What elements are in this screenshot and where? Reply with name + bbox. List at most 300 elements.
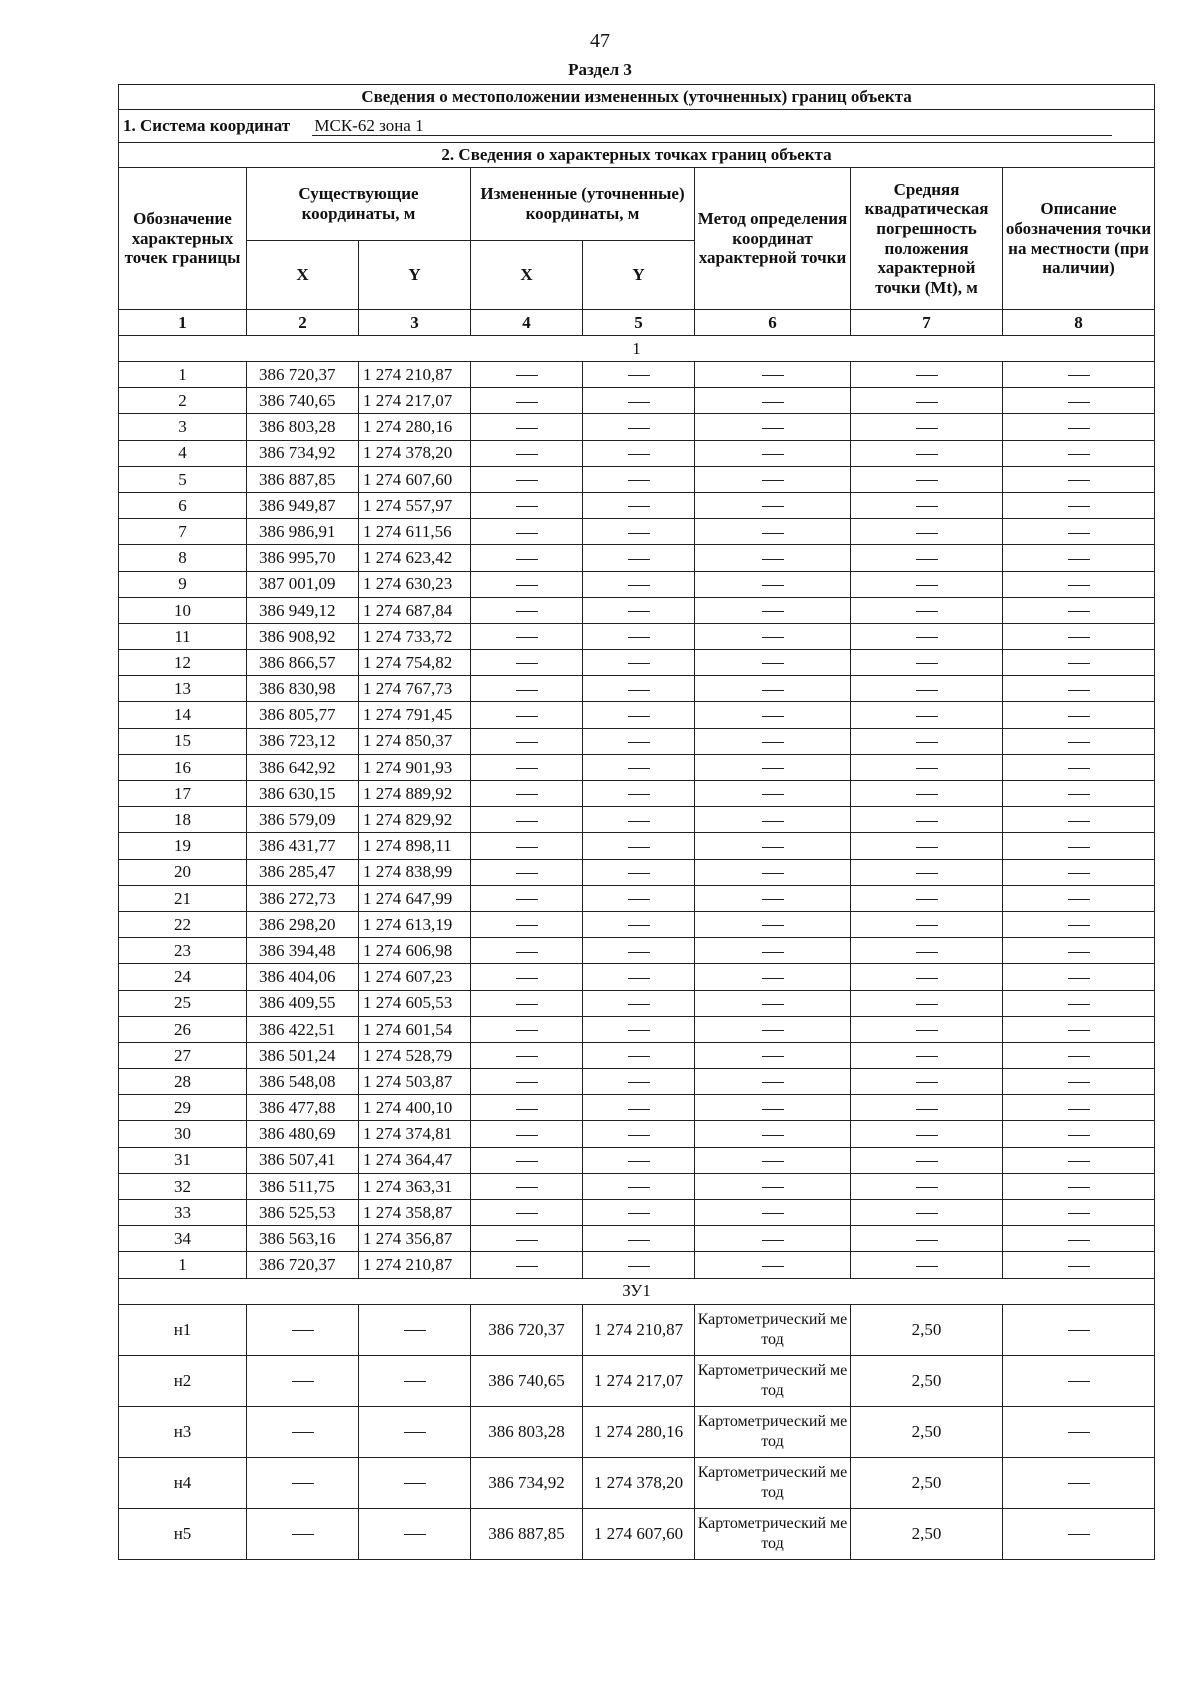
method-empty	[695, 466, 851, 492]
dash-mark	[762, 428, 784, 429]
dash-mark	[762, 506, 784, 507]
table-row	[119, 597, 1155, 623]
changed-y-value: 1 274 217,07	[583, 1355, 695, 1406]
dash-mark	[916, 1030, 938, 1031]
table-row	[119, 807, 1155, 833]
dash-mark	[916, 1004, 938, 1005]
method-value: Картометрический метод	[695, 1304, 851, 1355]
description-empty	[1003, 545, 1155, 571]
dash-mark	[516, 559, 538, 560]
point-designation: 25	[119, 990, 247, 1016]
point-designation: 10	[119, 597, 247, 623]
dash-mark	[762, 978, 784, 979]
changed-y-empty	[583, 964, 695, 990]
table-row	[119, 702, 1155, 728]
method-empty	[695, 1095, 851, 1121]
point-designation: 6	[119, 492, 247, 518]
table-subtitle: 2. Сведения о характерных точках границ объекта	[119, 143, 1155, 168]
dash-mark	[404, 1381, 426, 1382]
dash-mark	[1068, 1004, 1090, 1005]
dash-mark	[628, 1161, 650, 1162]
table-row	[119, 650, 1155, 676]
changed-x-empty	[471, 519, 583, 545]
dash-mark	[916, 663, 938, 664]
changed-x-empty	[471, 833, 583, 859]
dash-mark	[916, 585, 938, 586]
existing-x-empty	[247, 1508, 359, 1559]
dash-mark	[628, 768, 650, 769]
accuracy-empty	[851, 362, 1003, 388]
table-row	[119, 1042, 1155, 1068]
dash-mark	[916, 402, 938, 403]
dash-mark	[916, 1161, 938, 1162]
dash-mark	[762, 1056, 784, 1057]
dash-mark	[762, 611, 784, 612]
existing-x-value: 386 805,77	[247, 702, 359, 728]
changed-x-empty	[471, 938, 583, 964]
changed-y-empty	[583, 911, 695, 937]
accuracy-empty	[851, 859, 1003, 885]
dash-mark	[1068, 690, 1090, 691]
changed-x-empty	[471, 1147, 583, 1173]
dash-mark	[1068, 1030, 1090, 1031]
description-empty	[1003, 1200, 1155, 1226]
point-designation: н4	[119, 1457, 247, 1508]
existing-x-value: 386 298,20	[247, 911, 359, 937]
changed-x-empty	[471, 388, 583, 414]
dash-mark	[916, 925, 938, 926]
dash-mark	[1068, 1432, 1090, 1433]
existing-x-value: 386 720,37	[247, 1252, 359, 1278]
point-designation: 28	[119, 1069, 247, 1095]
dash-mark	[628, 742, 650, 743]
dash-mark	[1068, 375, 1090, 376]
existing-x-empty	[247, 1457, 359, 1508]
dash-mark	[516, 768, 538, 769]
point-designation: 12	[119, 650, 247, 676]
dash-mark	[516, 1030, 538, 1031]
changed-x-empty	[471, 1121, 583, 1147]
table-row	[119, 1457, 1155, 1508]
existing-y-value: 1 274 400,10	[359, 1095, 471, 1121]
existing-x-value: 386 995,70	[247, 545, 359, 571]
dash-mark	[516, 952, 538, 953]
description-empty	[1003, 1095, 1155, 1121]
dash-mark	[628, 1056, 650, 1057]
dash-mark	[916, 533, 938, 534]
description-empty	[1003, 597, 1155, 623]
dash-mark	[762, 1004, 784, 1005]
changed-y-empty	[583, 859, 695, 885]
method-empty	[695, 519, 851, 545]
dash-mark	[516, 1266, 538, 1267]
point-designation: 24	[119, 964, 247, 990]
method-empty	[695, 1121, 851, 1147]
changed-y-value: 1 274 607,60	[583, 1508, 695, 1559]
changed-y-empty	[583, 990, 695, 1016]
existing-x-empty	[247, 1406, 359, 1457]
dash-mark	[916, 375, 938, 376]
changed-x-value: 386 720,37	[471, 1304, 583, 1355]
dash-mark	[916, 1266, 938, 1267]
column-number: 1	[119, 310, 247, 336]
method-empty	[695, 597, 851, 623]
changed-x-empty	[471, 1200, 583, 1226]
table-row	[119, 885, 1155, 911]
point-designation: 33	[119, 1200, 247, 1226]
existing-y-value: 1 274 889,92	[359, 781, 471, 807]
dash-mark	[916, 952, 938, 953]
dash-mark	[762, 742, 784, 743]
point-designation: 21	[119, 885, 247, 911]
dash-mark	[1068, 1266, 1090, 1267]
description-empty	[1003, 492, 1155, 518]
accuracy-empty	[851, 938, 1003, 964]
method-empty	[695, 885, 851, 911]
point-designation: 20	[119, 859, 247, 885]
dash-mark	[916, 794, 938, 795]
accuracy-empty	[851, 492, 1003, 518]
header-designation: Обозначение характерных точек границы	[119, 168, 247, 310]
dash-mark	[916, 821, 938, 822]
changed-x-empty	[471, 492, 583, 518]
existing-x-value: 386 734,92	[247, 440, 359, 466]
accuracy-empty	[851, 885, 1003, 911]
dash-mark	[628, 454, 650, 455]
existing-x-value: 386 986,91	[247, 519, 359, 545]
existing-x-value: 386 477,88	[247, 1095, 359, 1121]
point-designation: 5	[119, 466, 247, 492]
description-empty	[1003, 623, 1155, 649]
table-row	[119, 833, 1155, 859]
dash-mark	[628, 1109, 650, 1110]
dash-mark	[516, 925, 538, 926]
table-row	[119, 1406, 1155, 1457]
dash-mark	[762, 716, 784, 717]
method-empty	[695, 650, 851, 676]
dash-mark	[1068, 1082, 1090, 1083]
point-designation: 7	[119, 519, 247, 545]
existing-y-empty	[359, 1355, 471, 1406]
dash-mark	[916, 899, 938, 900]
dash-mark	[516, 480, 538, 481]
dash-mark	[1068, 952, 1090, 953]
accuracy-empty	[851, 571, 1003, 597]
dash-mark	[292, 1534, 314, 1535]
existing-y-value: 1 274 838,99	[359, 859, 471, 885]
accuracy-empty	[851, 702, 1003, 728]
dash-mark	[762, 1030, 784, 1031]
description-empty	[1003, 1304, 1155, 1355]
existing-y-value: 1 274 217,07	[359, 388, 471, 414]
changed-y-empty	[583, 885, 695, 911]
dash-mark	[516, 428, 538, 429]
point-designation: н5	[119, 1508, 247, 1559]
changed-y-empty	[583, 728, 695, 754]
dash-mark	[762, 1135, 784, 1136]
accuracy-empty	[851, 519, 1003, 545]
accuracy-empty	[851, 911, 1003, 937]
table-row	[119, 1508, 1155, 1559]
changed-x-empty	[471, 807, 583, 833]
dash-mark	[762, 1109, 784, 1110]
accuracy-empty	[851, 623, 1003, 649]
dash-mark	[516, 1213, 538, 1214]
changed-x-empty	[471, 885, 583, 911]
dash-mark	[628, 402, 650, 403]
method-empty	[695, 807, 851, 833]
point-designation: 4	[119, 440, 247, 466]
changed-x-empty	[471, 650, 583, 676]
changed-x-empty	[471, 1226, 583, 1252]
description-empty	[1003, 1406, 1155, 1457]
dash-mark	[1068, 1483, 1090, 1484]
dash-mark	[516, 506, 538, 507]
dash-mark	[1068, 1109, 1090, 1110]
section-title: Раздел 3	[568, 60, 632, 79]
accuracy-empty	[851, 990, 1003, 1016]
method-empty	[695, 676, 851, 702]
dash-mark	[762, 794, 784, 795]
changed-y-empty	[583, 1252, 695, 1278]
column-number: 4	[471, 310, 583, 336]
dash-mark	[762, 1082, 784, 1083]
table-row	[119, 728, 1155, 754]
method-empty	[695, 414, 851, 440]
dash-mark	[762, 821, 784, 822]
description-empty	[1003, 990, 1155, 1016]
table-row	[119, 466, 1155, 492]
dash-mark	[762, 1187, 784, 1188]
dash-mark	[1068, 873, 1090, 874]
dash-mark	[516, 402, 538, 403]
accuracy-empty	[851, 440, 1003, 466]
existing-x-value: 386 908,92	[247, 623, 359, 649]
existing-y-value: 1 274 358,87	[359, 1200, 471, 1226]
dash-mark	[916, 1082, 938, 1083]
dash-mark	[516, 533, 538, 534]
existing-y-value: 1 274 733,72	[359, 623, 471, 649]
dash-mark	[1068, 663, 1090, 664]
table-row	[119, 440, 1155, 466]
point-designation: 8	[119, 545, 247, 571]
dash-mark	[1068, 585, 1090, 586]
dash-mark	[628, 428, 650, 429]
dash-mark	[762, 925, 784, 926]
dash-mark	[916, 873, 938, 874]
table-row	[119, 1069, 1155, 1095]
accuracy-empty	[851, 1226, 1003, 1252]
method-value: Картометрический метод	[695, 1508, 851, 1559]
method-value: Картометрический метод	[695, 1457, 851, 1508]
table-row	[119, 1173, 1155, 1199]
dash-mark	[628, 978, 650, 979]
dash-mark	[916, 768, 938, 769]
description-empty	[1003, 440, 1155, 466]
accuracy-empty	[851, 388, 1003, 414]
dash-mark	[628, 1266, 650, 1267]
changed-y-empty	[583, 492, 695, 518]
existing-x-value: 386 720,37	[247, 362, 359, 388]
existing-y-value: 1 274 623,42	[359, 545, 471, 571]
description-empty	[1003, 859, 1155, 885]
accuracy-value: 2,50	[851, 1304, 1003, 1355]
changed-x-empty	[471, 466, 583, 492]
existing-x-value: 386 422,51	[247, 1016, 359, 1042]
existing-y-value: 1 274 767,73	[359, 676, 471, 702]
existing-x-value: 386 285,47	[247, 859, 359, 885]
point-designation: 31	[119, 1147, 247, 1173]
method-empty	[695, 781, 851, 807]
accuracy-empty	[851, 728, 1003, 754]
header-existing-coords: Существующие координаты, м	[247, 168, 471, 241]
dash-mark	[1068, 768, 1090, 769]
dash-mark	[762, 768, 784, 769]
existing-x-value: 386 272,73	[247, 885, 359, 911]
dash-mark	[628, 1082, 650, 1083]
existing-y-value: 1 274 901,93	[359, 754, 471, 780]
existing-y-value: 1 274 378,20	[359, 440, 471, 466]
dash-mark	[628, 1004, 650, 1005]
dash-mark	[516, 794, 538, 795]
description-empty	[1003, 362, 1155, 388]
accuracy-empty	[851, 807, 1003, 833]
dash-mark	[916, 716, 938, 717]
column-number: 8	[1003, 310, 1155, 336]
dash-mark	[916, 1109, 938, 1110]
method-empty	[695, 754, 851, 780]
dash-mark	[516, 585, 538, 586]
existing-y-value: 1 274 611,56	[359, 519, 471, 545]
point-designation: 15	[119, 728, 247, 754]
table-row	[119, 859, 1155, 885]
description-empty	[1003, 728, 1155, 754]
existing-x-value: 387 001,09	[247, 571, 359, 597]
point-designation: 1	[119, 1252, 247, 1278]
existing-y-value: 1 274 606,98	[359, 938, 471, 964]
dash-mark	[1068, 1330, 1090, 1331]
changed-y-empty	[583, 414, 695, 440]
accuracy-empty	[851, 676, 1003, 702]
description-empty	[1003, 1147, 1155, 1173]
existing-x-value: 386 563,16	[247, 1226, 359, 1252]
dash-mark	[762, 1213, 784, 1214]
description-empty	[1003, 885, 1155, 911]
existing-x-value: 386 949,87	[247, 492, 359, 518]
boundary-points-table	[118, 84, 1155, 1560]
description-empty	[1003, 833, 1155, 859]
point-designation: 14	[119, 702, 247, 728]
group-row	[119, 1278, 1155, 1304]
description-empty	[1003, 702, 1155, 728]
dash-mark	[628, 873, 650, 874]
accuracy-empty	[851, 1200, 1003, 1226]
description-empty	[1003, 1042, 1155, 1068]
dash-mark	[516, 1187, 538, 1188]
dash-mark	[762, 533, 784, 534]
method-value: Картометрический метод	[695, 1406, 851, 1457]
accuracy-empty	[851, 597, 1003, 623]
table-row	[119, 1016, 1155, 1042]
dash-mark	[1068, 925, 1090, 926]
changed-y-empty	[583, 1121, 695, 1147]
dash-mark	[628, 1187, 650, 1188]
dash-mark	[516, 690, 538, 691]
changed-y-empty	[583, 571, 695, 597]
dash-mark	[916, 1240, 938, 1241]
dash-mark	[516, 663, 538, 664]
dash-mark	[1068, 794, 1090, 795]
existing-x-value: 386 887,85	[247, 466, 359, 492]
dash-mark	[628, 899, 650, 900]
table-title: Сведения о местоположении измененных (уточненных) границ объекта	[119, 85, 1155, 110]
description-empty	[1003, 676, 1155, 702]
existing-y-value: 1 274 829,92	[359, 807, 471, 833]
accuracy-empty	[851, 1016, 1003, 1042]
dash-mark	[1068, 611, 1090, 612]
dash-mark	[1068, 637, 1090, 638]
table-row	[119, 1121, 1155, 1147]
existing-x-value: 386 511,75	[247, 1173, 359, 1199]
changed-x-empty	[471, 754, 583, 780]
dash-mark	[1068, 533, 1090, 534]
table-row	[119, 492, 1155, 518]
dash-mark	[628, 1135, 650, 1136]
changed-x-empty	[471, 911, 583, 937]
existing-x-value: 386 830,98	[247, 676, 359, 702]
point-designation: 3	[119, 414, 247, 440]
method-empty	[695, 728, 851, 754]
table-row	[119, 938, 1155, 964]
dash-mark	[292, 1483, 314, 1484]
dash-mark	[762, 454, 784, 455]
description-empty	[1003, 1069, 1155, 1095]
dash-mark	[516, 978, 538, 979]
changed-y-value: 1 274 280,16	[583, 1406, 695, 1457]
changed-y-empty	[583, 519, 695, 545]
dash-mark	[628, 533, 650, 534]
method-value: Картометрический метод	[695, 1355, 851, 1406]
description-empty	[1003, 1173, 1155, 1199]
existing-x-value: 386 404,06	[247, 964, 359, 990]
accuracy-empty	[851, 1069, 1003, 1095]
dash-mark	[916, 428, 938, 429]
header-existing-x: X	[247, 241, 359, 310]
existing-y-empty	[359, 1508, 471, 1559]
column-number: 3	[359, 310, 471, 336]
dash-mark	[1068, 1213, 1090, 1214]
dash-mark	[628, 375, 650, 376]
dash-mark	[1068, 454, 1090, 455]
existing-y-value: 1 274 601,54	[359, 1016, 471, 1042]
changed-y-empty	[583, 1042, 695, 1068]
dash-mark	[762, 637, 784, 638]
dash-mark	[762, 1266, 784, 1267]
header-changed-coords: Измененные (уточненные) координаты, м	[471, 168, 695, 241]
method-empty	[695, 492, 851, 518]
dash-mark	[1068, 1187, 1090, 1188]
accuracy-empty	[851, 964, 1003, 990]
dash-mark	[292, 1432, 314, 1433]
existing-y-value: 1 274 557,97	[359, 492, 471, 518]
dash-mark	[762, 559, 784, 560]
dash-mark	[916, 1135, 938, 1136]
method-empty	[695, 859, 851, 885]
description-empty	[1003, 1457, 1155, 1508]
changed-y-empty	[583, 1069, 695, 1095]
point-designation: 2	[119, 388, 247, 414]
table-row	[119, 623, 1155, 649]
